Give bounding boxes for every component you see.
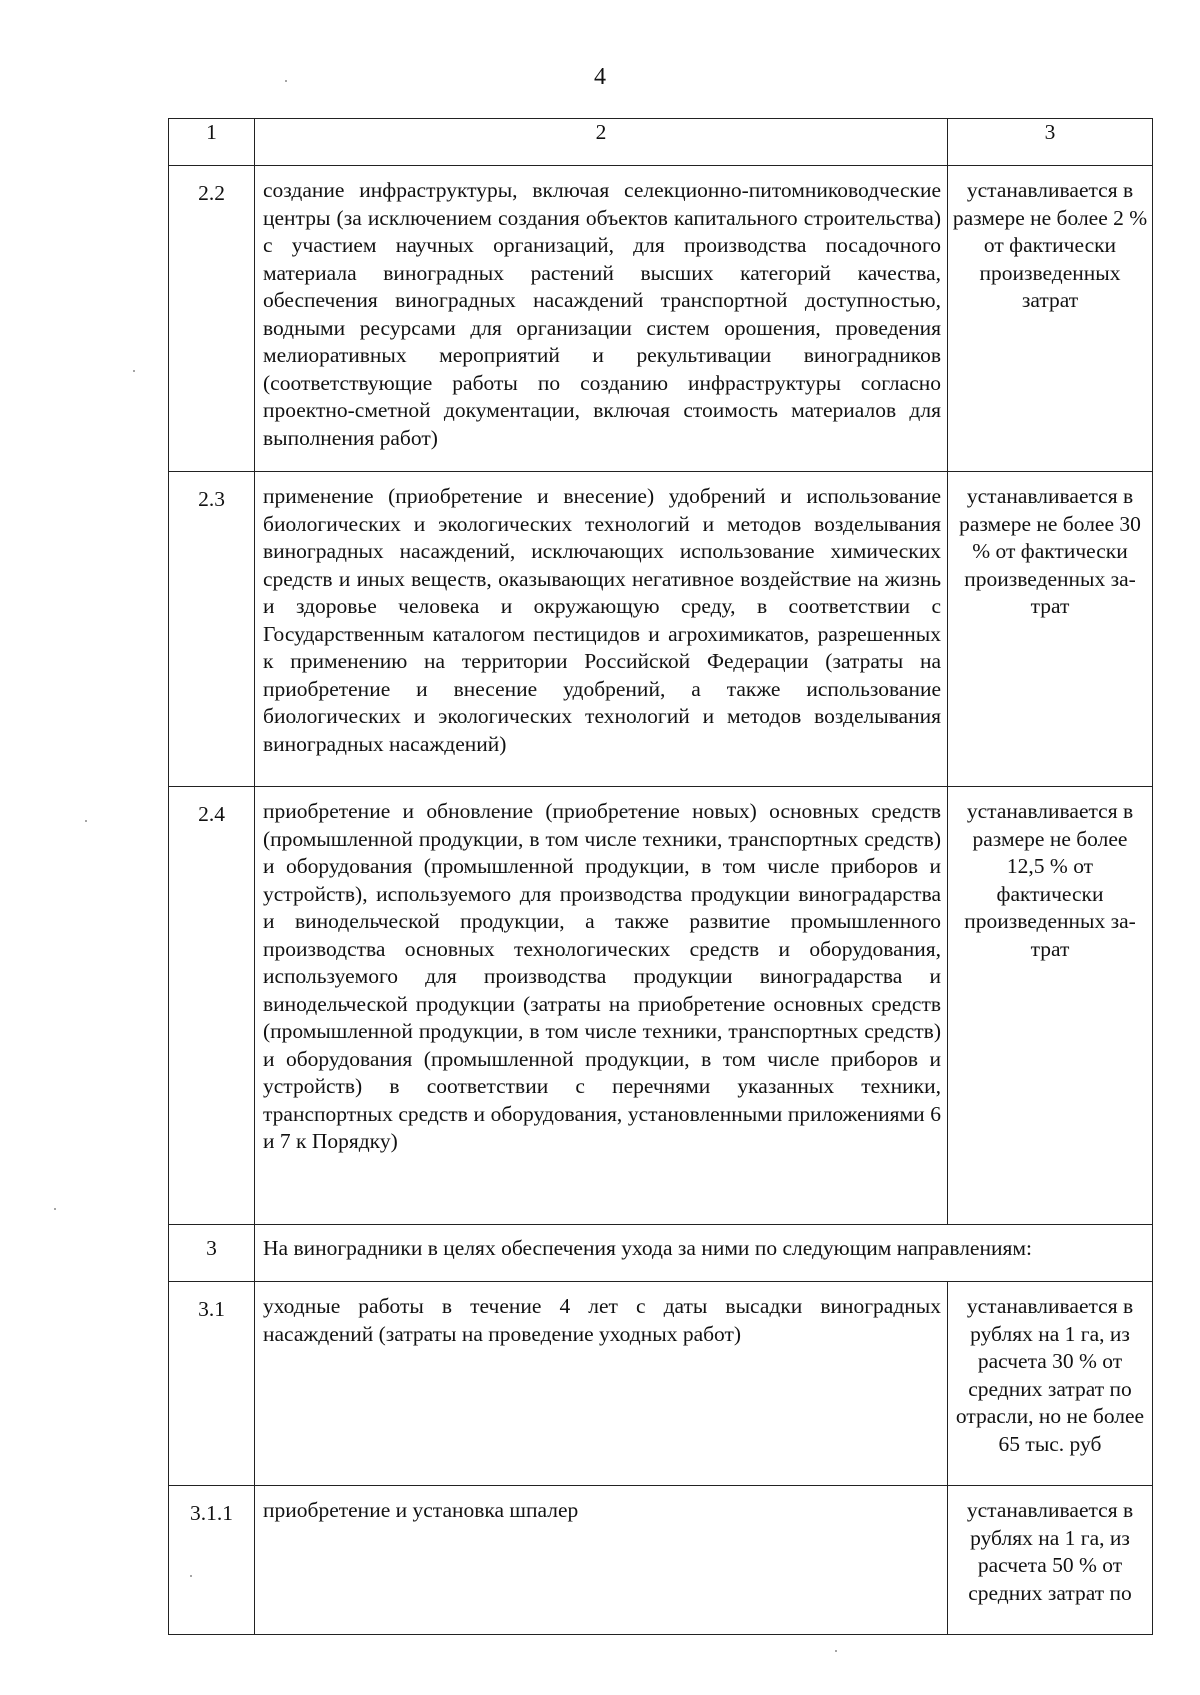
row-description: создание инфраструктуры, включая селекционно-питомниководческие центры (за исключением создания объектов капитального строительства) с участием научных организаций, для производства посадочного материала виноградных растений высших категорий качества, обеспечения виноградных насаждений транспортной доступностью, водными ресурсами для организации систем орошения, проведения мелиоративных мероприятий и рекультивации виноградников (соответствующие работы по созданию инфраструктуры согласно проектно-сметной документации, включая стоимость материалов для выполнения работ) bbox=[255, 166, 948, 472]
section-row bbox=[169, 1225, 1153, 1282]
column-header-1: 1 bbox=[169, 119, 255, 166]
scan-speck bbox=[190, 1575, 192, 1577]
table-row bbox=[169, 787, 1153, 1225]
row-rate: устанавливается в размере не более 2 % от фактически произведенных затрат bbox=[948, 166, 1153, 472]
row-number: 2.2 bbox=[169, 166, 255, 472]
row-description: применение (приобретение и внесение) удобрений и использование биологических и экологических технологий и методов возделывания виноградных насаждений, исключающих использование химических средств и иных веществ, оказывающих негативное воздействие на жизнь и здоровье человека и окружающую среду, в соответствии с Государственным каталогом пестицидов и агрохимикатов, разрешенных к применению на территории Российской Федерации (затраты на приобретение и внесение удобрений, а также использование биологических и экологических технологий и методов возделывания виноградных насаждений) bbox=[255, 472, 948, 787]
scan-speck bbox=[133, 370, 135, 372]
column-header-2: 2 bbox=[255, 119, 948, 166]
table-row bbox=[169, 166, 1153, 472]
row-number: 3.1 bbox=[169, 1282, 255, 1486]
scan-speck bbox=[54, 1208, 56, 1210]
page-number: 4 bbox=[594, 64, 606, 90]
table-row bbox=[169, 1486, 1153, 1635]
row-rate: устанавливается в рублях на 1 га, из расчета 30 % от средних затрат по отрасли, но не более 65 тыс. руб bbox=[948, 1282, 1153, 1486]
row-number: 3.1.1 bbox=[169, 1486, 255, 1635]
scan-speck bbox=[285, 80, 287, 82]
row-number: 2.4 bbox=[169, 787, 255, 1225]
column-header-3: 3 bbox=[948, 119, 1153, 166]
row-number: 2.3 bbox=[169, 472, 255, 787]
row-number: 3 bbox=[169, 1225, 255, 1282]
scan-speck bbox=[85, 820, 87, 822]
row-description: приобретение и обновление (приобретение новых) основных средств (промышленной продукции, в том числе техники, транспортных средств) и оборудования (промышленной продукции, в том числе приборов и устройств), используемого для производства продукции виноградарства и винодельческой продукции, а также развитие промышленного производства основных технологических средств и оборудования, используемого для производства продукции виноградарства и винодельческой продукции (затраты на приобретение основных средств (промышленной продукции, в том числе техники, транспортных средств) и оборудования (промышленной продукции, в том числе приборов и устройств) в соответствии с перечнями указанных техники, транспортных средств и оборудования, установленными приложениями 6 и 7 к Порядку) bbox=[255, 787, 948, 1225]
row-description: приобретение и установка шпалер bbox=[255, 1486, 948, 1635]
row-rate: устанавливается в размере не более 12,5 % от фактически произведенных затрат bbox=[948, 787, 1153, 1225]
row-description: уходные работы в течение 4 лет с даты высадки виноградных насаждений (затраты на проведение уходных работ) bbox=[255, 1282, 948, 1486]
table-header-row bbox=[169, 119, 1153, 166]
table-row bbox=[169, 472, 1153, 787]
section-heading: На виноградники в целях обеспечения ухода за ними по следующим направлениям: bbox=[255, 1225, 1153, 1282]
scan-speck bbox=[835, 1650, 837, 1652]
row-rate: устанавливается в размере не более 30 % от фактически произведенных затрат bbox=[948, 472, 1153, 787]
row-rate: устанавливается в рублях на 1 га, из расчета 50 % от средних затрат по bbox=[948, 1486, 1153, 1635]
subsidy-rates-table bbox=[168, 118, 1153, 1635]
table-row bbox=[169, 1282, 1153, 1486]
